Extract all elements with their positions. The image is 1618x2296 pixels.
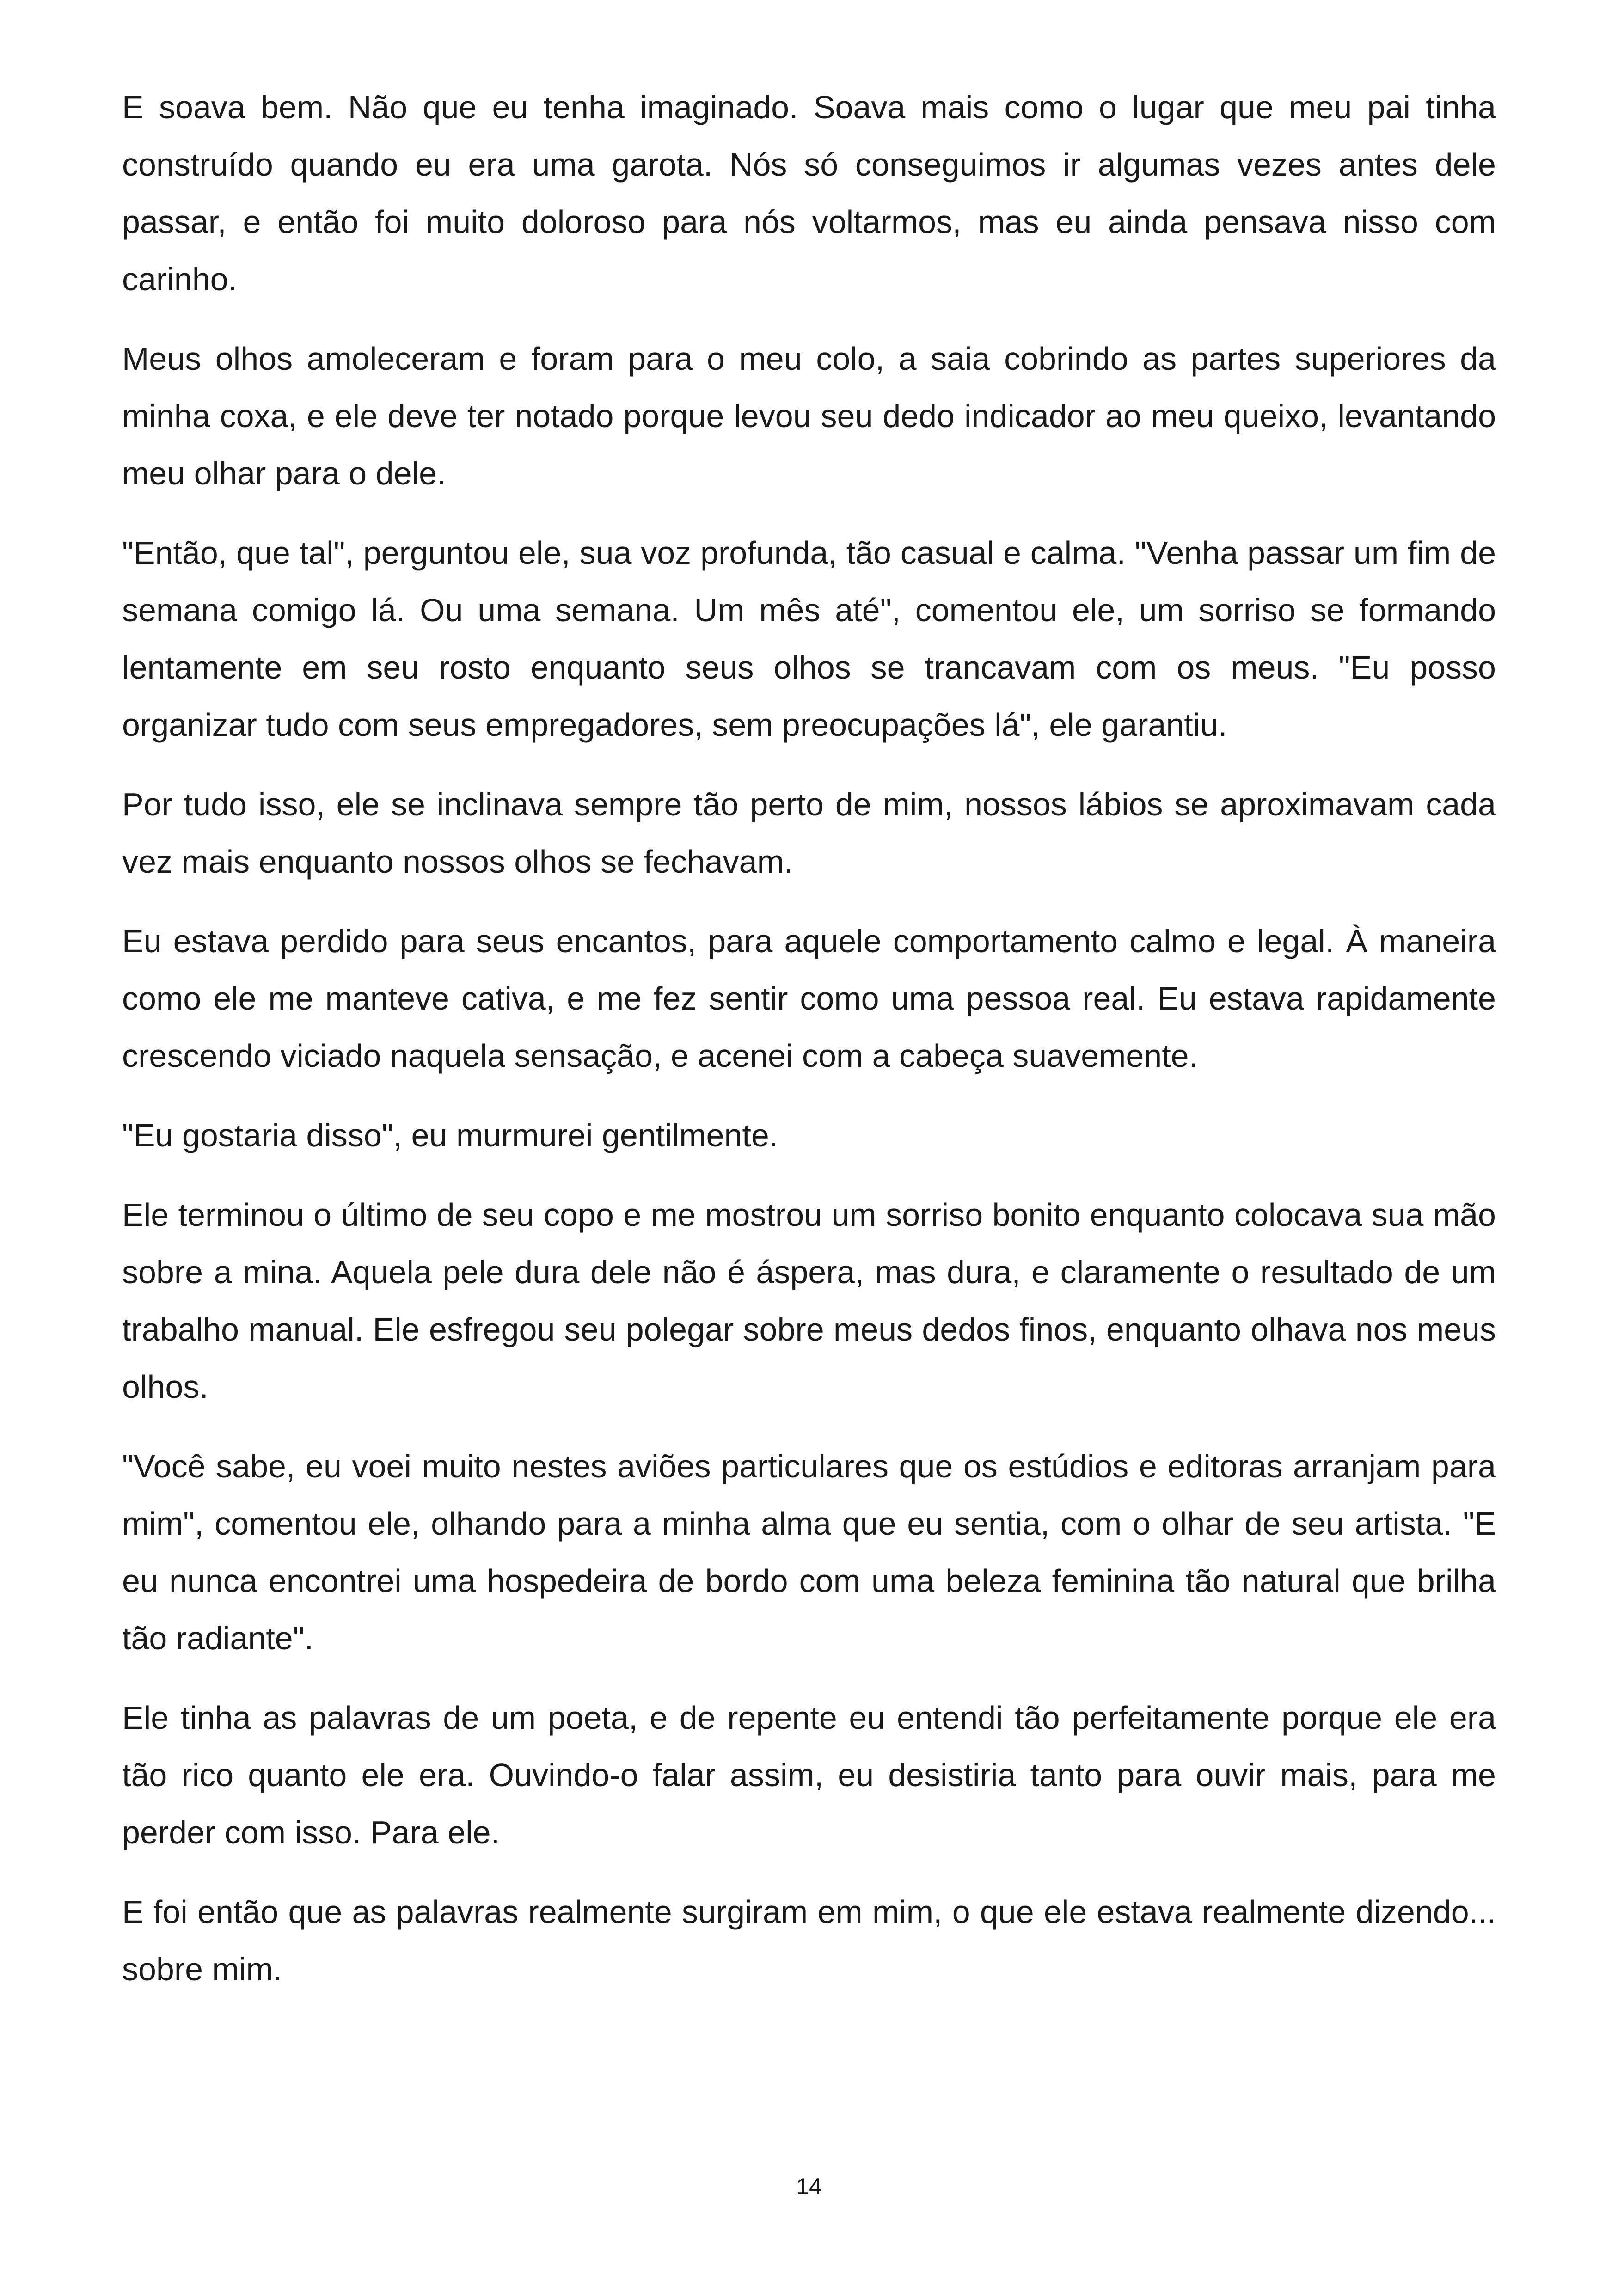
text-body [122, 79, 1496, 2020]
paragraph: Meus olhos amoleceram e foram para o meu colo, a saia cobrindo as partes superiores da minha coxa, e ele deve ter notado porque levou seu dedo indicador ao meu queixo, levantando meu olhar para o dele. [122, 341, 1496, 491]
paragraph: "Eu gostaria disso", eu murmurei gentilmente. [122, 1117, 778, 1153]
paragraph: E soava bem. Não que eu tenha imaginado. Soava mais como o lugar que meu pai tinha construído quando eu era uma garota. Nós só conseguimos ir algumas vezes antes dele passar, e então foi muito doloroso para nós voltarmos, mas eu ainda pensava nisso com carinho. [122, 89, 1496, 297]
page-number: 14 [796, 2174, 822, 2199]
paragraph: Ele terminou o último de seu copo e me mostrou um sorriso bonito enquanto colocava sua mão sobre a mina. Aquela pele dura dele não é áspera, mas dura, e claramente o resultado de um trabalho manual. Ele esfregou seu polegar sobre meus dedos finos, enquanto olhava nos meus olhos. [122, 1197, 1496, 1405]
paragraph: "Então, que tal", perguntou ele, sua voz profunda, tão casual e calma. "Venha passar um fim de semana comigo lá. Ou uma semana. Um mês até", comentou ele, um sorriso se formando lentamente em seu rosto enquanto seus olhos se trancavam com os meus. "Eu posso organizar tudo com seus empregadores, sem preocupações lá", ele garantiu. [122, 535, 1496, 743]
paragraph: Eu estava perdido para seus encantos, para aquele comportamento calmo e legal. À maneira como ele me manteve cativa, e me fez sentir como uma pessoa real. Eu estava rapidamente crescendo viciado naquela sensação, e acenei com a cabeça suavemente. [122, 923, 1496, 1074]
paragraph: Por tudo isso, ele se inclinava sempre tão perto de mim, nossos lábios se aproximavam cada vez mais enquanto nossos olhos se fechavam. [122, 786, 1496, 880]
paragraph: E foi então que as palavras realmente surgiram em mim, o que ele estava realmente dizendo... sobre mim. [122, 1894, 1496, 1987]
paragraph: "Você sabe, eu voei muito nestes aviões particulares que os estúdios e editoras arranjam para mim", comentou ele, olhando para a minha alma que eu sentia, com o olhar de seu artista. "E eu nunca encontrei uma hospedeira de bordo com uma beleza feminina tão natural que brilha tão radiante". [122, 1448, 1496, 1656]
paragraph: Ele tinha as palavras de um poeta, e de repente eu entendi tão perfeitamente porque ele era tão rico quanto ele era. Ouvindo-o falar assim, eu desistiria tanto para ouvir mais, para me perder com isso. Para ele. [122, 1700, 1496, 1850]
